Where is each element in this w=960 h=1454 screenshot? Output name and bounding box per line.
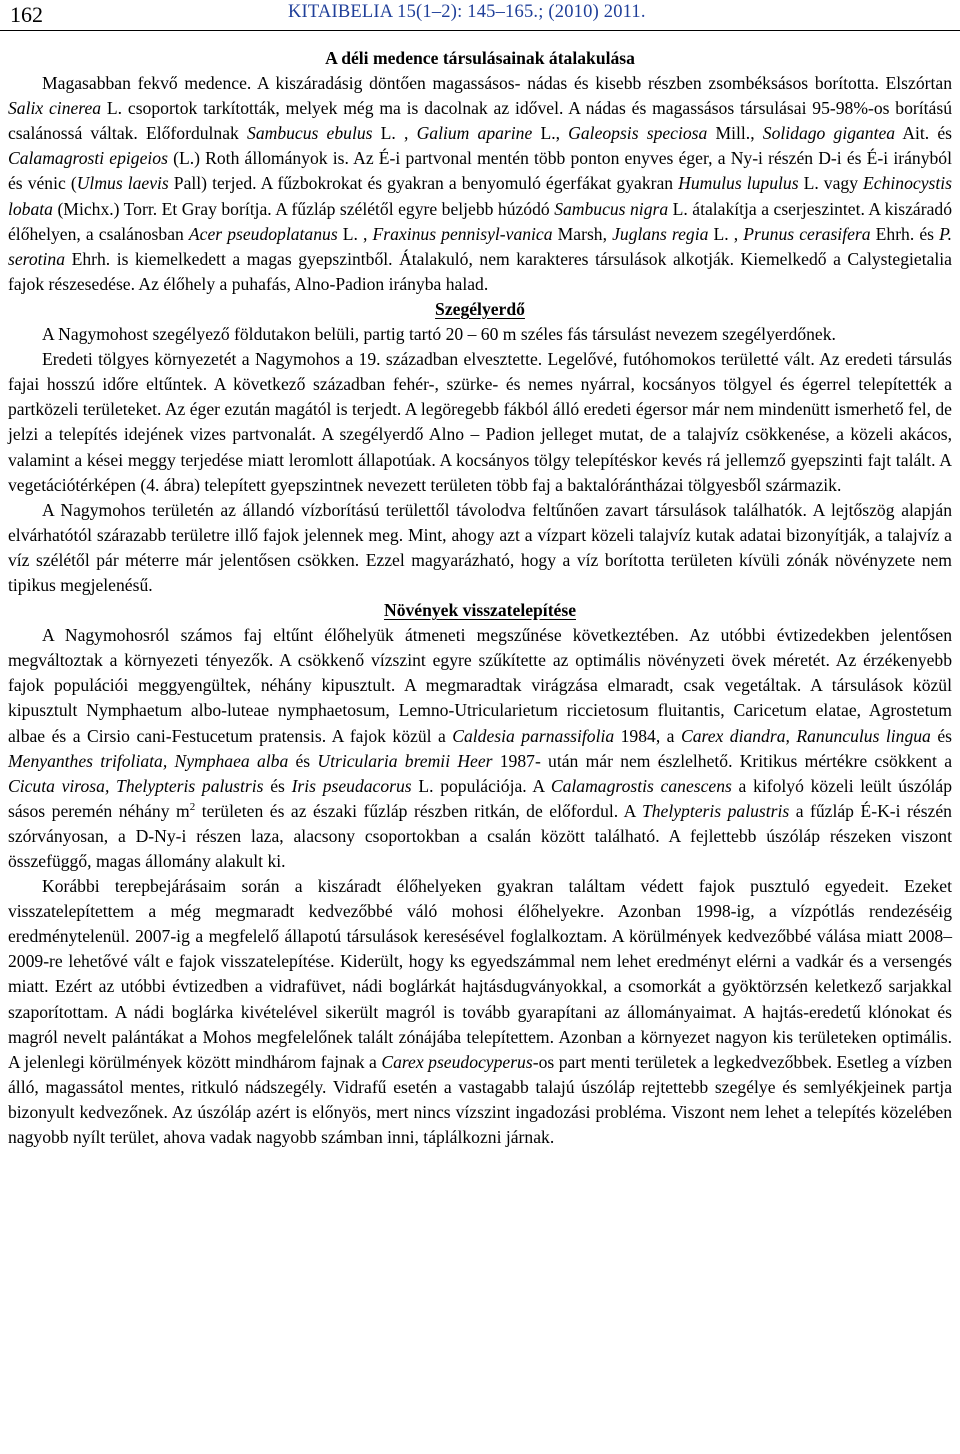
page-header <box>0 0 960 34</box>
section-title-southern-basin: A déli medence társulásainak átalakulása <box>325 48 635 68</box>
article-body <box>8 46 952 1150</box>
paragraph: Eredeti tölgyes környezetét a Nagymohos a 19. században elvesztette. Legelővé, futóhomokos területté vált. Az eredeti társulás fajai hosszú időre eltűntek. A következő században fehér-, szürke- és nemes nyárral, kocsányos tölgyel és égerrel telepítették a partközeli területeket. Az éger ezután magától is terjedt. A legöregebb fákból álló eredeti égersor már nem mindenütt ismerhető fel, de jelzi a telepítés idejének vizes partvonalát. A szegélyerdő Alno – Padion jelleget mutat, de a talajvíz csökkenése, a közeli akácos, valamint a kései meggy terjedése miatt leromlott állapotúak. A kocsányos tölgy telepítéskor kevés rá jellemző gyepszinti fajt talált. A vegetációtérképen (4. ábra) telepített gyepszintnek nevezett területen több faj a baktalórántházai tölgyesből származik. <box>8 349 952 495</box>
header-rule <box>0 30 960 31</box>
paragraph: A Nagymohosról számos faj eltűnt élőhelyük átmeneti megszűnése következtében. Az utóbbi évtizedekben jelentősen megváltoztak a környezeti tényezők. A csökkenő vízszint egyre szűkítette az optimális növényzeti övek méretét. Az érzékenyebb fajok populációi meggyengültek, néhány kipusztult. A megmaradtak virágzása elmaradt, csak vegetáltak. A társulások közül kipusztult Nymphaetum albo-luteae nymphaetosum, Lemno-Utricularietum riccietosum fluitantis, Caricetum elatae, Agrostetum albae és a Cirsio cani-Festucetum pratensis. A fajok közül a Caldesia parnassifolia 1984, a Carex diandra, Ranunculus lingua és Menyanthes trifoliata, Nymphaea alba és Utricularia bremii Heer 1987- után már nem észlelhető. Kritikus mértékre csökkent a Cicuta virosa, Thelypteris palustris és Iris pseudacorus L. populációja. A Calamagrostis canescens a kifolyó közeli leült úszóláp sásos peremén néhány $m^2$ területen és az északi fűzláp részben ritkán, de előfordul. A Thelypteris palustris a fűzláp É-K-i részén szórványosan, a D-Ny-i részen laza, alacsony csoportokban a csalán között található. A fejlettebb úszóláp részeken viszont összefüggő, magas állomány alakult ki. <box>8 625 953 871</box>
paragraph: A Nagymohost szegélyező földutakon belüli, partig tartó 20 – 60 m széles fás társulást nevezem szegélyerdőnek. <box>42 324 836 345</box>
paragraph: Korábbi terepbejárásaim során a kiszáradt élőhelyeken gyakran találtam védett fajok pusztuló egyedeit. Ezeket visszatelepítettem a még megmaradt kedvezőbbé váló mohosi élőhelyekre. Azonban 1998-ig, a vízpótlás rendezéséig eredménytelenül. 2007-ig a megfelelő állapotú társulások keresésével foglalkoztam. A körülmények kedvezőbbé válása miatt 2008–2009-re lehetővé vált e fajok visszatelepítése. Kiderült, hogy ks egyedszámmal nem lehet eredményt elérni a vadkár és a versengés miatt. Ezért az utóbbi évtizedben a vidrafüvet, nádi boglárkát hajtásdugványokkal, a csomorkát a gyöktörzsén keletkező sarjakkal szaporítottam. A nádi boglárka kivételével sikerült magról is tovább gyarapítani az állományaimat. A hajtás-eredetű klónokat és magról nevelt palántákat a Mohos megfelelőnek talált zónájába telepítettem. Azonban a környezet nagyon kis területeken optimális. A jelenlegi körülmények között mindhárom fajnak a Carex pseudocyperus-os part menti területek a legkedvezőbbek. Esetleg a vízben álló, magassátol mentes, ritkuló nádszegély. Vidrafű esetén a vastagabb talajú úszóláp rejtettebb szegélye és semlyékjeinek partja bizonyult kedvezőnek. Az úszóláp azért is előnyös, mert nincs vízszint ingadozási probléma. Viszont nem lehet a telepítés közelében nagyobb nyílt terület, ahova vadak nagyobb számban inni, táplálkozni járnak. <box>8 876 952 1148</box>
section-title-replanting: Növények visszatelepítése <box>383 600 577 621</box>
paragraph: A Nagymohos területén az állandó vízborítású területtől távolodva feltűnően zavart társulások találhatók. A lejtőszög alapján elvárhatótól szárazabb területre illő fajok jelennek meg. Mint, ahogy azt a vízpart közeli talajvíz kutak adatai bizonyítják, a talajvíz a víz szélétől pár méterre már jelentősen csökken. Ezzel magyarázható, hogy a víz borította területen kívüli zónák növényzete nem tipikus megjelenésű. <box>8 499 952 595</box>
section-title-edge-forest: Szegélyerdő <box>435 298 525 319</box>
page-number: 162 <box>10 2 43 27</box>
running-head: KITAIBELIA 15(1–2): 145–165.; (2010) 2011. <box>288 2 646 22</box>
paragraph: Magasabban fekvő medence. A kiszáradásig döntően magassásos- nádas és kisebb részben zsombéksásos borította. Elszórtan Salix cinerea L. csoportok tarkították, melyek még ma is dacolnak az idővel. A nádas és magassásos társulásai 95-98%-os borítású csalánossá váltak. Előfordulnak Sambucus ebulus L. , Galium aparine L., Galeopsis speciosa Mill., Solidago gigantea Ait. és Calamagrosti epigeios (L.) Roth állományok is. Az É-i partvonal mentén több ponton enyves éger, a Ny-i részén D-i és É-i irányból és vénic (Ulmus laevis Pall) terjed. A fűzbokrokat és gyakran a benyomuló égerfákat gyakran Humulus lupulus L. vagy Echinocystis lobata (Michx.) Torr. Et Gray borítja. A fűzláp szélétől egyre beljebb húzódó Sambucus nigra L. átalakítja a cserjeszintet. A kiszáradó élőhelyen, a csalánosban Acer pseudoplatanus L. , Fraxinus pennisyl-vanica Marsh, Juglans regia L. , Prunus cerasifera Ehrh. és P. serotina Ehrh. is kiemelkedett a magas gyepszintből. Átalakuló, nem karakteres társulások alkotják. Kiemelkedő a Calystegietalia fajok részesedése. Az élőhely a puhafás, Alno-Padion irányba halad. <box>8 73 953 294</box>
